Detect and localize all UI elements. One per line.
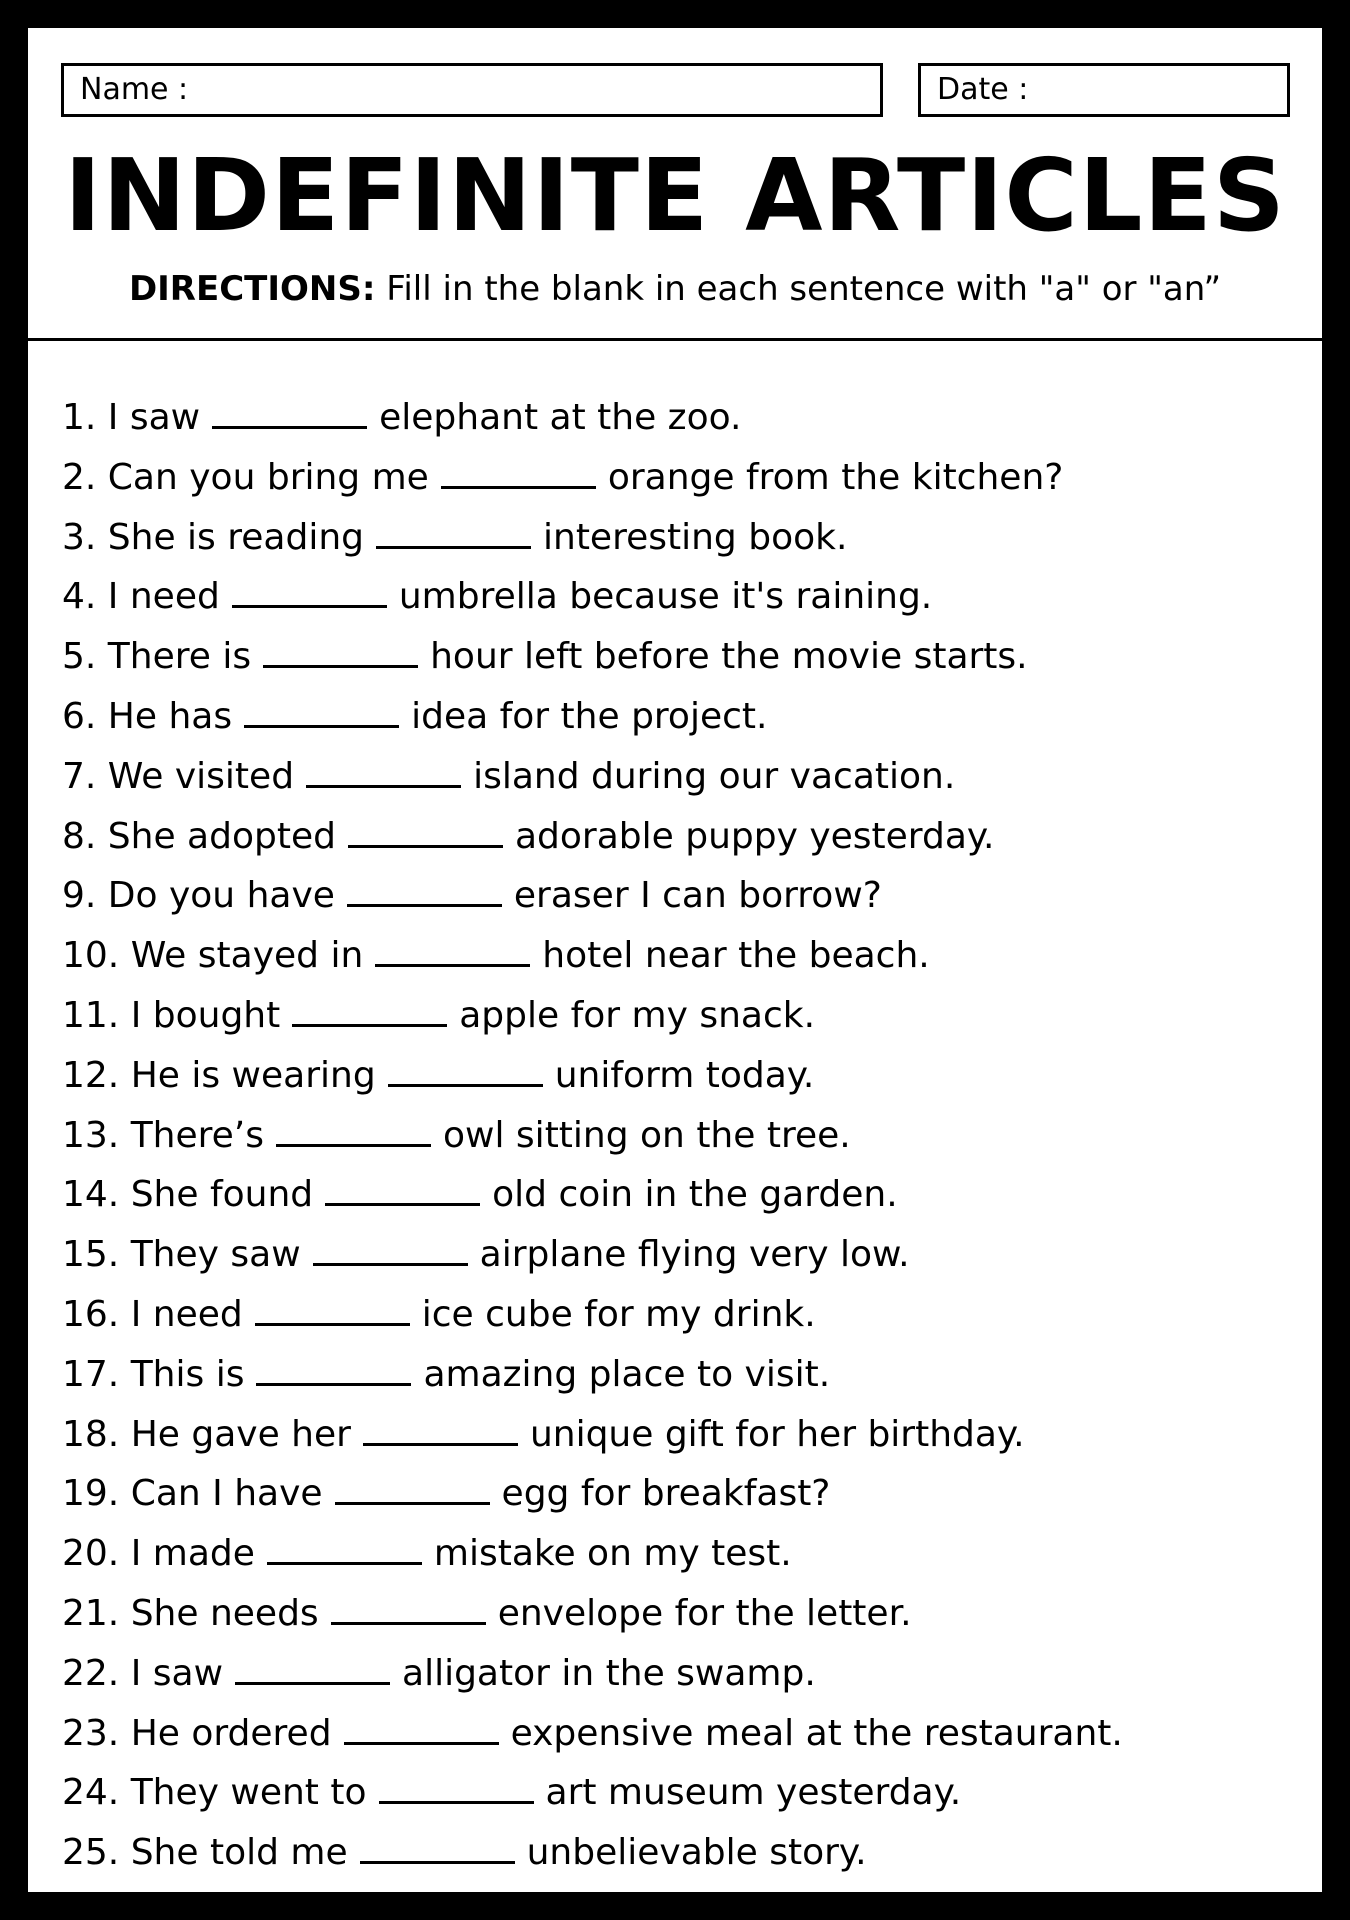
question-item xyxy=(62,1763,1123,1823)
date-label: Date : xyxy=(937,72,1029,107)
question-text-before: 20. I made xyxy=(62,1533,255,1575)
question-item xyxy=(62,1405,1123,1465)
question-text-after: owl sitting on the tree. xyxy=(443,1114,851,1156)
question-text-after: envelope for the letter. xyxy=(497,1592,912,1634)
question-text-before: 19. Can I have xyxy=(62,1473,323,1515)
question-item xyxy=(62,627,1123,687)
question-item xyxy=(62,1644,1123,1704)
question-item xyxy=(62,448,1123,508)
question-text-before: 16. I need xyxy=(62,1293,243,1335)
question-text-before: 1. I saw xyxy=(62,397,201,438)
question-text-after: hour left before the movie starts. xyxy=(430,636,1028,678)
answer-blank[interactable] xyxy=(363,1413,518,1446)
question-text-after: unique gift for her birthday. xyxy=(529,1413,1025,1455)
question-text-before: 2. Can you bring me xyxy=(62,456,429,498)
answer-blank[interactable] xyxy=(344,1712,499,1745)
question-item xyxy=(62,1823,1123,1883)
question-text-before: 4. I need xyxy=(62,576,220,618)
question-item xyxy=(62,1464,1123,1524)
question-text-before: 25. She told me xyxy=(62,1832,348,1874)
question-text-after: apple for my snack. xyxy=(459,994,816,1036)
question-item xyxy=(62,1345,1123,1405)
question-item xyxy=(62,1165,1123,1225)
date-field[interactable] xyxy=(918,63,1290,117)
question-text-before: 14. She found xyxy=(62,1174,314,1216)
question-text-after: ice cube for my drink. xyxy=(421,1293,816,1335)
question-text-after: old coin in the garden. xyxy=(492,1174,898,1216)
question-text-after: art museum yesterday. xyxy=(545,1772,962,1814)
question-text-after: orange from the kitchen? xyxy=(607,456,1064,498)
question-text-before: 10. We stayed in xyxy=(62,935,364,977)
question-text-before: 15. They saw xyxy=(62,1234,301,1276)
question-text-before: 21. She needs xyxy=(62,1592,319,1634)
question-item xyxy=(62,1584,1123,1644)
question-text-after: interesting book. xyxy=(543,516,848,558)
question-text-after: eraser I can borrow? xyxy=(513,875,882,917)
name-field[interactable] xyxy=(61,63,883,117)
answer-blank[interactable] xyxy=(388,1054,543,1087)
question-text-before: 17. This is xyxy=(62,1353,245,1395)
question-text-before: 3. She is reading xyxy=(62,516,364,558)
question-item xyxy=(62,747,1123,807)
directions-label: DIRECTIONS: xyxy=(128,269,376,309)
question-text-before: 13. There’s xyxy=(62,1114,265,1156)
answer-blank[interactable] xyxy=(347,874,502,907)
question-text-after: umbrella because it's raining. xyxy=(398,576,933,618)
question-item xyxy=(62,687,1123,747)
question-text-before: 7. We visited xyxy=(62,755,295,797)
question-text-before: 8. She adopted xyxy=(62,815,336,857)
question-text-after: adorable puppy yesterday. xyxy=(514,815,995,857)
answer-blank[interactable] xyxy=(255,1293,410,1326)
answer-blank[interactable] xyxy=(379,1771,534,1804)
question-text-after: hotel near the beach. xyxy=(542,935,930,977)
question-text-after: alligator in the swamp. xyxy=(402,1652,816,1694)
question-list xyxy=(62,388,1123,1883)
answer-blank[interactable] xyxy=(331,1592,486,1625)
question-text-after: egg for breakfast? xyxy=(501,1473,831,1515)
question-text-before: 18. He gave her xyxy=(62,1413,351,1455)
name-label: Name : xyxy=(80,72,189,107)
question-item xyxy=(62,508,1123,568)
answer-blank[interactable] xyxy=(212,396,367,429)
question-text-before: 24. They went to xyxy=(62,1772,367,1814)
question-text-before: 5. There is xyxy=(62,636,252,678)
question-text-after: elephant at the zoo. xyxy=(379,397,742,438)
question-text-before: 12. He is wearing xyxy=(62,1054,376,1096)
question-text-after: mistake on my test. xyxy=(433,1533,792,1575)
question-text-after: unbelievable story. xyxy=(526,1832,867,1874)
question-item xyxy=(62,807,1123,867)
question-text-after: uniform today. xyxy=(554,1054,815,1096)
answer-blank[interactable] xyxy=(376,516,531,549)
question-item xyxy=(62,1225,1123,1285)
answer-blank[interactable] xyxy=(244,695,399,728)
question-item xyxy=(62,1106,1123,1166)
question-text-after: island during our vacation. xyxy=(473,755,956,797)
question-item xyxy=(62,866,1123,926)
question-item xyxy=(62,1285,1123,1345)
question-text-before: 23. He ordered xyxy=(62,1712,332,1754)
question-item xyxy=(62,567,1123,627)
answer-blank[interactable] xyxy=(348,815,503,848)
question-text-after: airplane flying very low. xyxy=(479,1234,910,1276)
answer-blank[interactable] xyxy=(325,1173,480,1206)
header-divider xyxy=(28,338,1322,341)
answer-blank[interactable] xyxy=(375,934,530,967)
answer-blank[interactable] xyxy=(292,994,447,1027)
answer-blank[interactable] xyxy=(276,1114,431,1147)
directions-text: Fill in the blank in each sentence with "a" or "an” xyxy=(386,269,1222,309)
question-text-before: 11. I bought xyxy=(62,994,281,1036)
answer-blank[interactable] xyxy=(306,755,461,788)
answer-blank[interactable] xyxy=(256,1353,411,1386)
answer-blank[interactable] xyxy=(267,1532,422,1565)
question-item xyxy=(62,926,1123,986)
question-item xyxy=(62,388,1123,448)
question-text-after: amazing place to visit. xyxy=(423,1353,831,1395)
directions xyxy=(28,264,1322,314)
answer-blank[interactable] xyxy=(232,575,387,608)
question-text-after: idea for the project. xyxy=(411,695,768,737)
answer-blank[interactable] xyxy=(441,456,596,489)
answer-blank[interactable] xyxy=(235,1652,390,1685)
question-text-after: expensive meal at the restaurant. xyxy=(510,1712,1123,1754)
question-text-before: 22. I saw xyxy=(62,1652,224,1694)
page-title: INDEFINITE ARTICLES xyxy=(64,137,1286,254)
question-item xyxy=(62,1704,1123,1764)
question-item xyxy=(62,986,1123,1046)
answer-blank[interactable] xyxy=(360,1831,515,1864)
question-item xyxy=(62,1046,1123,1106)
question-text-before: 9. Do you have xyxy=(62,875,335,917)
answer-blank[interactable] xyxy=(313,1233,468,1266)
answer-blank[interactable] xyxy=(335,1472,490,1505)
worksheet-page xyxy=(28,28,1322,1892)
answer-blank[interactable] xyxy=(263,635,418,668)
question-text-before: 6. He has xyxy=(62,695,233,737)
question-item xyxy=(62,1524,1123,1584)
